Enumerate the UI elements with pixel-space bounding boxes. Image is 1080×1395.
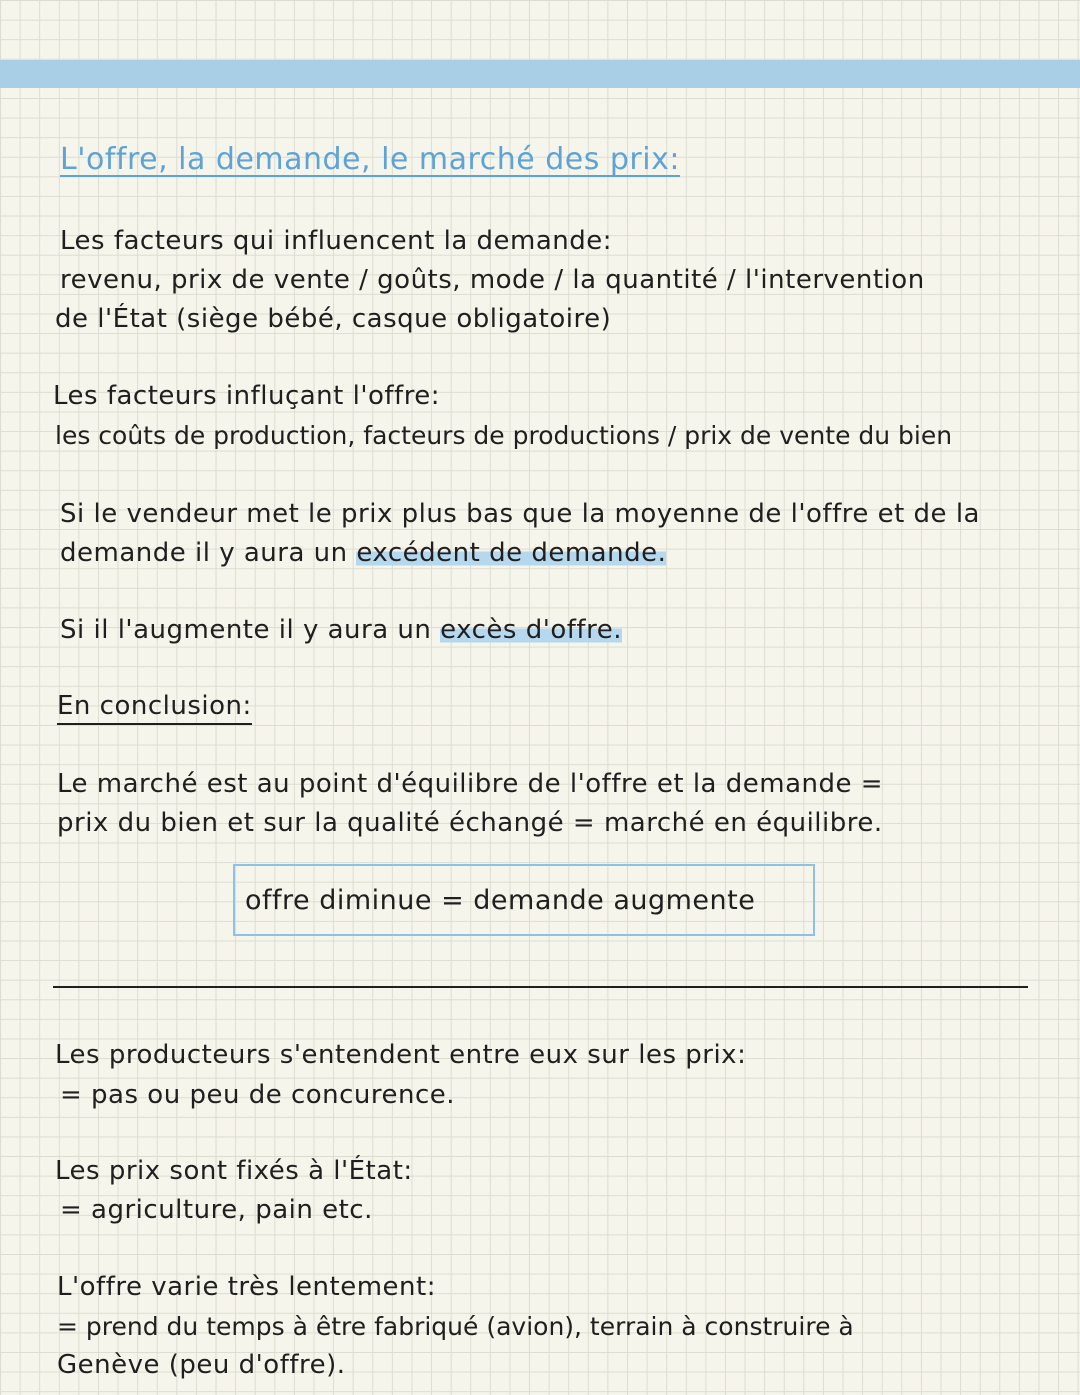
conclusion-line-2: prix du bien et sur la qualité échangé = marché en équilibre.: [57, 808, 883, 838]
section-divider: [53, 986, 1028, 988]
page-title: L'offre, la demande, le marché des prix:: [60, 142, 680, 177]
higher-price-prefix: Si il l'augmente il y aura un: [60, 615, 441, 645]
cartel-line-2: = pas ou peu de concurence.: [60, 1080, 456, 1110]
cartel-line-1: Les producteurs s'entendent entre eux sur les prix:: [55, 1040, 747, 1070]
demand-factors-line-2: de l'État (siège bébé, casque obligatoire): [55, 304, 612, 334]
excess-supply-highlight: excès d'offre.: [440, 615, 622, 645]
slow-supply-line-2: = prend du temps à être fabriqué (avion), terrain à construire à: [57, 1312, 854, 1341]
header-band: [0, 60, 1080, 88]
fixed-prices-line-2: = agriculture, pain etc.: [60, 1195, 373, 1225]
lower-price-line-2-prefix: demande il y aura un: [60, 538, 357, 568]
conclusion-line-1: Le marché est au point d'équilibre de l'offre et la demande =: [57, 769, 884, 799]
conclusion-heading: [57, 689, 252, 723]
demand-factors-heading: Les facteurs qui influencent la demande:: [60, 226, 613, 256]
demand-factors-line-1: revenu, prix de vente / goûts, mode / la quantité / l'intervention: [60, 265, 925, 295]
fixed-prices-line-1: Les prix sont fixés à l'État:: [55, 1156, 413, 1186]
lower-price-line-2: [60, 536, 666, 570]
lower-price-line-1: Si le vendeur met le prix plus bas que la moyenne de l'offre et de la: [60, 499, 980, 529]
slow-supply-line-1: L'offre varie très lentement:: [57, 1272, 436, 1302]
slow-supply-line-3: Genève (peu d'offre).: [57, 1350, 346, 1380]
excess-demand-highlight: excédent de demande.: [356, 538, 667, 568]
higher-price-line: [60, 613, 622, 647]
supply-factors-heading: Les facteurs influçant l'offre:: [53, 381, 441, 411]
conclusion-heading-text: En conclusion:: [57, 691, 252, 725]
supply-factors-line-1: les coûts de production, facteurs de productions / prix de vente du bien: [55, 421, 953, 450]
boxed-statement: offre diminue = demande augmente: [233, 864, 815, 936]
